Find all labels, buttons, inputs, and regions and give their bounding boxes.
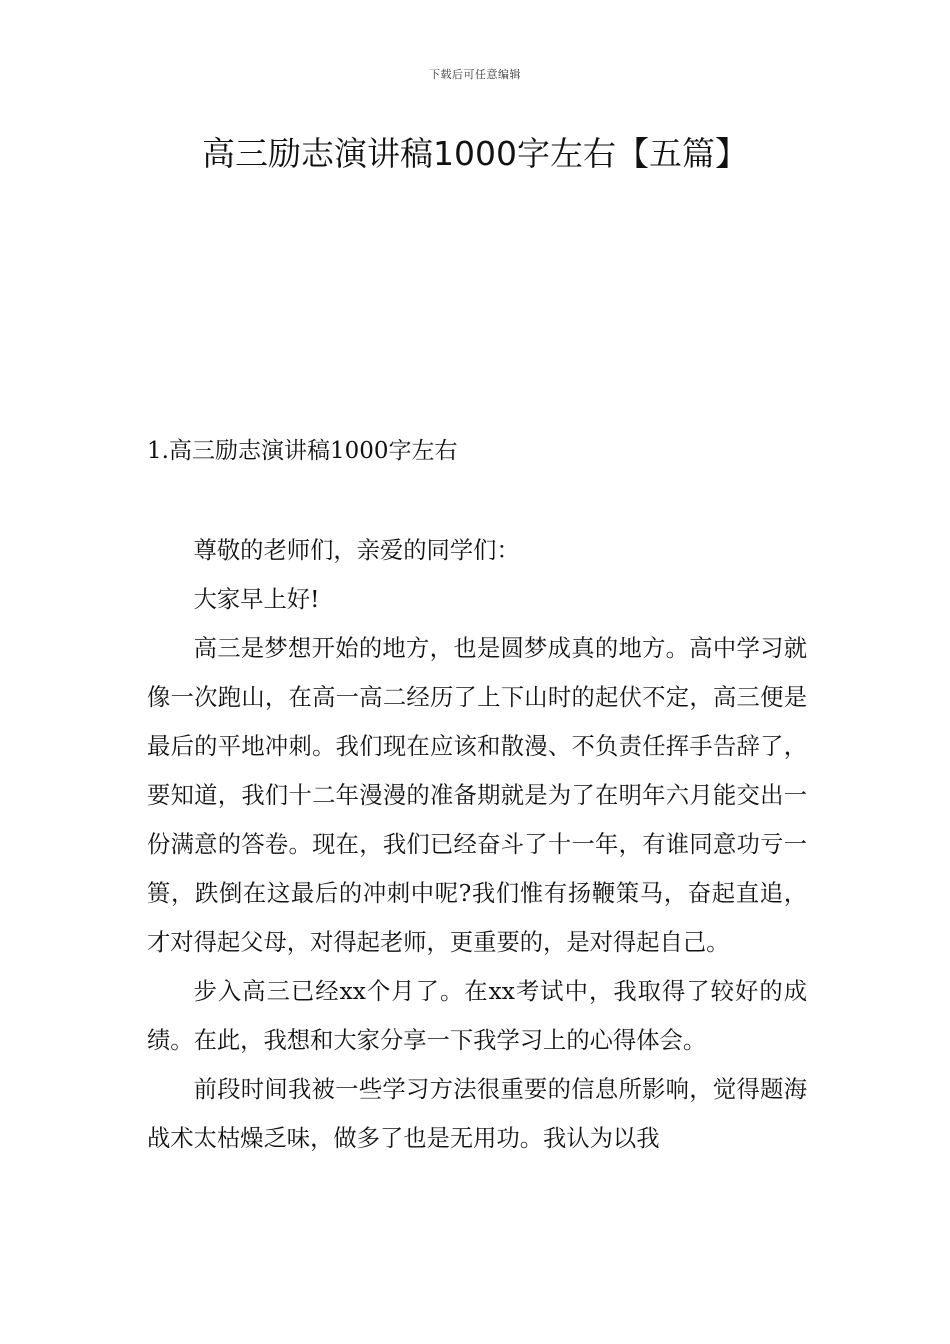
section-heading: 1.高三励志演讲稿1000字左右 [147, 438, 458, 464]
header-note: 下载后可任意编辑 [429, 68, 521, 81]
paragraph-greeting: 大家早上好! [193, 586, 320, 613]
paragraph-salutation: 尊敬的老师们，亲爱的同学们： [193, 537, 520, 564]
paragraph-3: 前段时间我被一些学习方法很重要的信息所影响，觉得题海战术太枯燥乏味，做多了也是无用功。我认为以我 [147, 1076, 807, 1152]
paragraph-2: 步入高三已经xx个月了。在xx考试中，我取得了较好的成绩。在此，我想和大家分享一下我学习上的心得体会。 [147, 978, 807, 1054]
paragraph-1: 高三是梦想开始的地方，也是圆梦成真的地方。高中学习就像一次跑山，在高一高二经历了上下山时的起伏不定，高三便是最后的平地冲刺。我们现在应该和散漫、不负责任挥手告辞了，要知道，我们十二年漫漫的准备期就是为了在明年六月能交出一份满意的答卷。现在，我们已经奋斗了十一年，有谁同意功亏一篑，跌倒在这最后的冲刺中呢?我们惟有扬鞭策马，奋起直追，才对得起父母，对得起老师，更重要的，是对得起自己。 [147, 635, 807, 956]
body-text [147, 526, 807, 1163]
document-title: 高三励志演讲稿1000字左右【五篇】 [202, 134, 748, 173]
